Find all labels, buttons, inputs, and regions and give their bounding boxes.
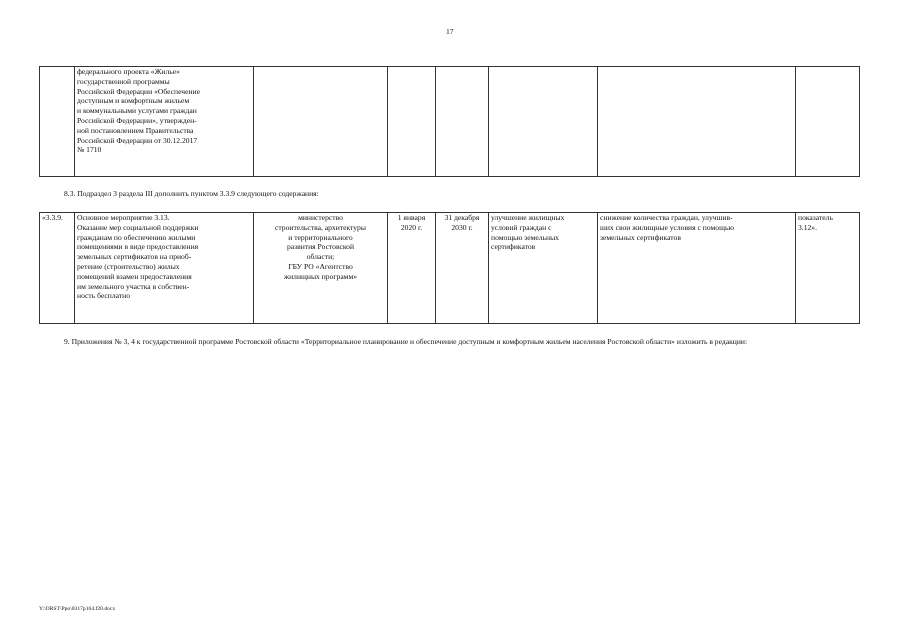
text-line: помощью земельных [491,232,559,242]
table-cell-consequence [598,213,796,324]
text-line: Российской Федерации «Обеспечение [77,86,200,96]
table-top-fragment [39,66,860,177]
table-cell-start [388,213,436,324]
text-line: помещений взамен предоставления [77,271,192,281]
text-line: улучшение жилищных [491,213,565,222]
text-line: министерство [298,213,343,222]
text-line: ретение (строительство) жилых [77,261,180,271]
table-cell-executor [254,213,388,324]
text-line: развития Ростовской [286,242,355,252]
text-line: доступным и комфортным жильем [77,96,190,106]
text-line: 1 января [397,213,426,222]
text-line: 2030 г. [451,222,473,232]
text-line: снижение количества граждан, улучшив- [600,213,733,222]
text-line: строительства, архитектуры [275,222,366,232]
table-cell-end [436,67,489,177]
text-line: области; [306,252,335,262]
paragraph-8-3: 8.3. Подраздел 3 раздела III дополнить пунктом 3.3.9 следующего содержания: [64,189,319,198]
table-item-3-3-9 [39,212,860,324]
text-line: ной постановлением Правительства [77,125,194,135]
text-line: ГБУ РО «Агентство [288,261,353,271]
text-line: Российской Федерации от 30.12.2017 [77,135,198,145]
table-cell-start [388,67,436,177]
text-line: 31 декабря [444,213,480,222]
text-line: № 1710 [77,145,102,155]
table-cell-name [75,213,254,324]
table-cell-result [489,213,598,324]
table-cell-consequence [598,67,796,177]
table-cell-number: «3.3.9. [40,213,75,324]
text-line: им земельного участка в собствен- [77,281,190,291]
text-line: государственной программы [77,76,170,86]
table-cell-name [75,67,254,177]
footer-file-path: Y:\ORST\Ppo\0317p164.f20.docx [39,606,116,612]
table-cell-number [40,67,75,177]
table-cell-end [436,213,489,324]
text-line: земельных сертификатов [600,232,681,242]
text-line: Основное мероприятие 3.13. [77,213,170,222]
text-line: гражданам по обеспечению жилыми [77,232,196,242]
text-line: 3.12». [798,222,817,232]
text-line: ших свои жилищные условия с помощью [600,222,735,232]
paragraph-9: 9. Приложения № 3, 4 к государственной программе Ростовской области «Территориальное планирование и обеспечение доступным и комфортным жильем населения Ростовской области» изложить в редакции: [64,337,748,346]
text-line: показатель [798,213,833,222]
text-line: 2020 г. [400,222,423,232]
text-line: сертификатов [491,242,536,252]
text-line: помещениями в виде предоставления [77,242,199,252]
text-line: федерального проекта «Жилье» [77,67,180,76]
text-line: земельных сертификатов на приоб- [77,252,192,262]
text-line: условий граждан с [491,222,552,232]
page-number: 17 [446,27,454,36]
table-cell-result [489,67,598,177]
table-cell-indicator [796,67,860,177]
text-line: Оказание мер социальной поддержки [77,222,199,232]
table-cell-indicator [796,213,860,324]
text-line: и коммунальными услугами граждан [77,106,197,116]
text-line: Российской Федерации», утвержден- [77,115,197,125]
text-line: ность бесплатно [77,291,131,301]
table-cell-executor [254,67,388,177]
text-line: жилищных программ» [283,271,358,281]
text-line: и территориального [288,232,353,242]
